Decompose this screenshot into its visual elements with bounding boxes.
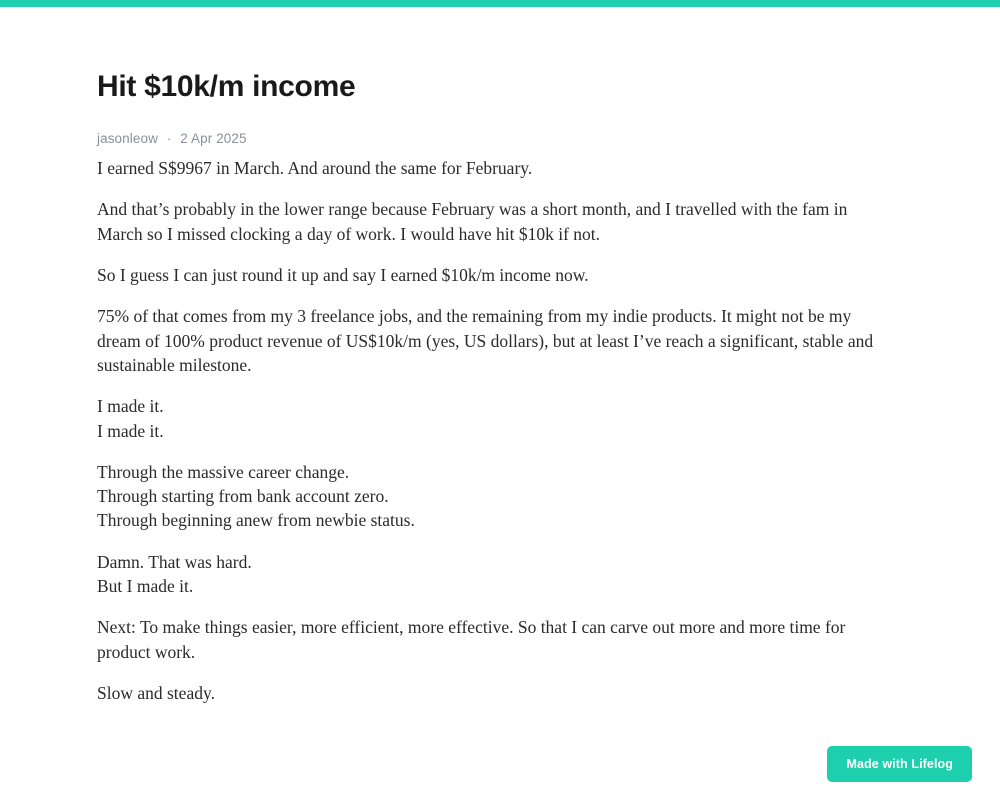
post-paragraph: 75% of that comes from my 3 freelance jobs, and the remaining from my indie products. It might not be my dream of 100% product revenue of US$10k/m (yes, US dollars), but at least I’ve reach a significant, stable and sustainable milestone.	[97, 306, 874, 375]
post-paragraph-line: Through starting from bank account zero.	[97, 486, 389, 507]
post-author[interactable]: jasonleow	[97, 131, 158, 146]
post-paragraph-line: I made it.	[97, 420, 164, 441]
post-paragraph-line: Through the massive career change.	[97, 461, 350, 482]
post-paragraph-line: Through beginning anew from newbie status.	[97, 510, 415, 531]
post-paragraph-line: But I made it.	[97, 576, 194, 597]
accent-top-bar	[0, 0, 1000, 7]
post-paragraph-line: I made it.	[97, 396, 164, 417]
post-meta	[97, 131, 897, 146]
post-paragraph: So I guess I can just round it up and say I earned $10k/m income now.	[97, 264, 589, 285]
post-paragraph: I earned S$9967 in March. And around the same for February.	[97, 158, 533, 178]
post-content	[97, 69, 897, 722]
made-with-lifelog-badge[interactable]: Made with Lifelog	[827, 746, 972, 783]
post-page	[0, 7, 1000, 806]
post-paragraph: Slow and steady.	[97, 683, 215, 703]
post-paragraph: And that’s probably in the lower range because February was a short month, and I travelled with the fam in March so I missed clocking a day of work. I would have hit $10k if not.	[97, 199, 848, 244]
post-date: 2 Apr 2025	[180, 131, 247, 146]
post-paragraph-line: Damn. That was hard.	[97, 551, 252, 572]
post-body	[97, 156, 897, 705]
post-paragraph: Next: To make things easier, more efficient, more effective. So that I can carve out more and more time for product work.	[97, 617, 846, 662]
meta-separator: ·	[166, 131, 172, 146]
page-title: Hit $10k/m income	[97, 70, 356, 103]
